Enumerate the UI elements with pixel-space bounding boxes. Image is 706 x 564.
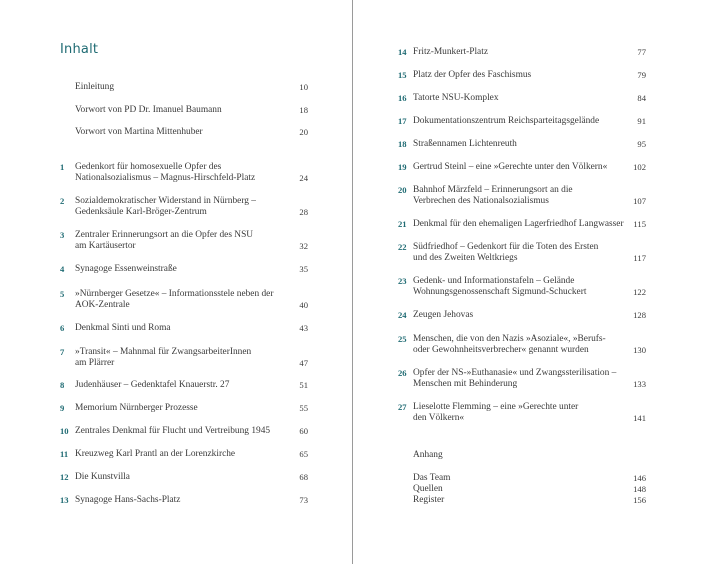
toc-entry-title: AOK-Zentrale — [75, 300, 130, 310]
toc-entry-number: 11 — [60, 449, 69, 459]
toc-entry-title: Gedenk- und Informationstafeln – Gelände — [413, 276, 575, 286]
toc-entry-number: 17 — [398, 116, 407, 126]
toc-entry-title: Judenhäuser – Gedenktafel Knauerstr. 27 — [75, 380, 230, 390]
toc-entry-number: 1 — [60, 162, 65, 172]
toc-entry-title: Einleitung — [75, 82, 115, 92]
toc-entry-number: 23 — [398, 276, 407, 286]
toc-entry-number: 14 — [398, 47, 407, 57]
toc-entry-title: Straßennamen Lichtenreuth — [413, 139, 517, 149]
toc-entry-title: Vorwort von Martina Mittenhuber — [75, 127, 203, 137]
toc-entry-number: 8 — [60, 380, 65, 390]
toc-entry-title: Dokumentationszentrum Reichsparteitagsgelände — [413, 116, 600, 126]
toc-entry-number: 7 — [60, 347, 65, 357]
toc-entry-page: 122 — [633, 287, 646, 297]
toc-entry-number: 27 — [398, 402, 407, 412]
toc-entry-number: 25 — [398, 334, 407, 344]
toc-entry-title: Denkmal Sinti und Roma — [75, 323, 171, 333]
toc-entry-page: 141 — [633, 413, 646, 423]
left-page — [0, 0, 352, 564]
toc-entry-title: Kreuzweg Karl Prantl an der Lorenzkirche — [75, 449, 236, 459]
toc-entry-page: 107 — [633, 196, 646, 206]
toc-entry-title: Menschen, die von den Nazis »Asoziale«, »Berufs- — [413, 334, 606, 344]
toc-entry-page: 68 — [299, 472, 308, 482]
toc-entry-number: 2 — [60, 196, 65, 206]
toc-entry-number: 18 — [398, 139, 407, 149]
toc-entry-title: Gertrud Steinl – eine »Gerechte unter den Völkern« — [413, 162, 608, 172]
toc-entry-number: 3 — [60, 230, 65, 240]
toc-entry-title: Zeugen Jehovas — [413, 310, 474, 320]
toc-entry-page: 133 — [633, 379, 646, 389]
toc-entry-title: Wohnungsgenossenschaft Sigmund-Schuckert — [413, 287, 587, 297]
toc-entry-page: 130 — [633, 345, 646, 355]
anhang-heading: Anhang — [413, 450, 443, 460]
toc-entry-page: 91 — [637, 116, 646, 126]
anhang-item-title: Das Team — [413, 473, 451, 483]
toc-entry-title: Opfer der NS-»Euthanasie« und Zwangssterilisation – — [413, 368, 617, 378]
toc-entry-title: Nationalsozialismus – Magnus-Hirschfeld-Platz — [75, 173, 256, 183]
toc-entry-page: 65 — [299, 449, 308, 459]
toc-entry-title: »Transit« – Mahnmal für ZwangsarbeiterInnen — [75, 347, 252, 357]
toc-entry-number: 24 — [398, 310, 407, 320]
anhang-item-page: 156 — [633, 495, 646, 505]
toc-entry-title: Sozialdemokratischer Widerstand in Nürnberg – — [75, 196, 256, 206]
toc-entry-page: 51 — [299, 380, 308, 390]
toc-entry-page: 115 — [633, 219, 646, 229]
anhang-item-page: 146 — [633, 473, 646, 483]
toc-entry-number: 21 — [398, 219, 407, 229]
anhang-item-title: Register — [413, 495, 445, 505]
toc-entry-title: Vorwort von PD Dr. Imanuel Baumann — [75, 105, 222, 115]
toc-entry-title: Bahnhof Märzfeld – Erinnerungsort an die — [413, 185, 573, 195]
toc-entry-page: 47 — [299, 358, 308, 368]
toc-entry-number: 12 — [60, 472, 69, 482]
toc-entry-title: Fritz-Munkert-Platz — [413, 47, 488, 57]
toc-entry-number: 15 — [398, 70, 407, 80]
toc-entry-title: Lieselotte Flemming – eine »Gerechte unter — [413, 402, 579, 412]
toc-entry-title: Gedenkort für homosexuelle Opfer des — [75, 162, 222, 172]
toc-entry-number: 9 — [60, 403, 65, 413]
toc-entry-page: 77 — [637, 47, 646, 57]
toc-entry-page: 10 — [299, 82, 308, 92]
toc-entry-number: 22 — [398, 242, 407, 252]
toc-title: Inhalt — [60, 42, 99, 57]
toc-entry-number: 16 — [398, 93, 407, 103]
toc-entry-page: 20 — [299, 127, 308, 137]
toc-entry-number: 5 — [60, 289, 65, 299]
anhang-item-title: Quellen — [413, 484, 443, 494]
toc-entry-title: Tatorte NSU-Komplex — [413, 93, 499, 103]
toc-entry-page: 60 — [299, 426, 308, 436]
toc-entry-title: Memorium Nürnberger Prozesse — [75, 403, 198, 413]
toc-entry-page: 117 — [633, 253, 646, 263]
toc-entry-page: 18 — [299, 105, 308, 115]
toc-entry-number: 6 — [60, 323, 65, 333]
toc-entry-title: oder Gewohnheitsverbrecher« genannt wurden — [413, 345, 589, 355]
toc-entry-page: 73 — [299, 495, 308, 505]
toc-entry-title: Verbrechen des Nationalsozialismus — [413, 196, 549, 206]
toc-entry-page: 35 — [299, 264, 308, 274]
anhang-item-page: 148 — [633, 484, 646, 494]
toc-entry-title: Zentraler Erinnerungsort an die Opfer des NSU — [75, 230, 254, 240]
toc-entry-page: 95 — [637, 139, 646, 149]
toc-entry-number: 20 — [398, 185, 407, 195]
toc-entry-title: Platz der Opfer des Faschismus — [413, 70, 532, 80]
toc-entry-title: Denkmal für den ehemaligen Lagerfriedhof Langwasser — [413, 219, 624, 229]
toc-entry-page: 32 — [299, 241, 308, 251]
toc-entry-title: Gedenksäule Karl-Bröger-Zentrum — [75, 207, 207, 217]
toc-entry-title: den Völkern« — [413, 413, 465, 423]
toc-entry-page: 40 — [299, 300, 308, 310]
toc-entry-number: 10 — [60, 426, 69, 436]
toc-entry-page: 55 — [299, 403, 308, 413]
toc-entry-number: 13 — [60, 495, 69, 505]
toc-entry-title: Synagoge Hans-Sachs-Platz — [75, 495, 181, 505]
toc-entry-page: 84 — [637, 93, 646, 103]
toc-entry-number: 4 — [60, 264, 65, 274]
toc-entry-page: 28 — [299, 207, 308, 217]
toc-entry-title: Zentrales Denkmal für Flucht und Vertreibung 1945 — [75, 426, 271, 436]
toc-entry-title: am Kartäusertor — [75, 241, 136, 251]
toc-entry-page: 43 — [299, 323, 308, 333]
toc-entry-title: Synagoge Essenweinstraße — [75, 264, 177, 274]
toc-entry-title: Die Kunstvilla — [75, 472, 130, 482]
toc-entry-number: 26 — [398, 368, 407, 378]
toc-entry-title: und des Zweiten Weltkriegs — [413, 253, 518, 263]
toc-entry-page: 128 — [633, 310, 646, 320]
toc-entry-title: Südfriedhof – Gedenkort für die Toten des Ersten — [413, 242, 599, 252]
toc-entry-title: Menschen mit Behinderung — [413, 379, 518, 389]
toc-entry-page: 24 — [299, 173, 308, 183]
toc-entry-number: 19 — [398, 162, 407, 172]
toc-entry-page: 79 — [637, 70, 646, 80]
toc-entry-title: »Nürnberger Gesetze« – Informationsstele neben der — [75, 289, 274, 299]
toc-entry-page: 102 — [633, 162, 646, 172]
toc-entry-title: am Plärrer — [75, 358, 115, 368]
right-page — [353, 0, 706, 564]
